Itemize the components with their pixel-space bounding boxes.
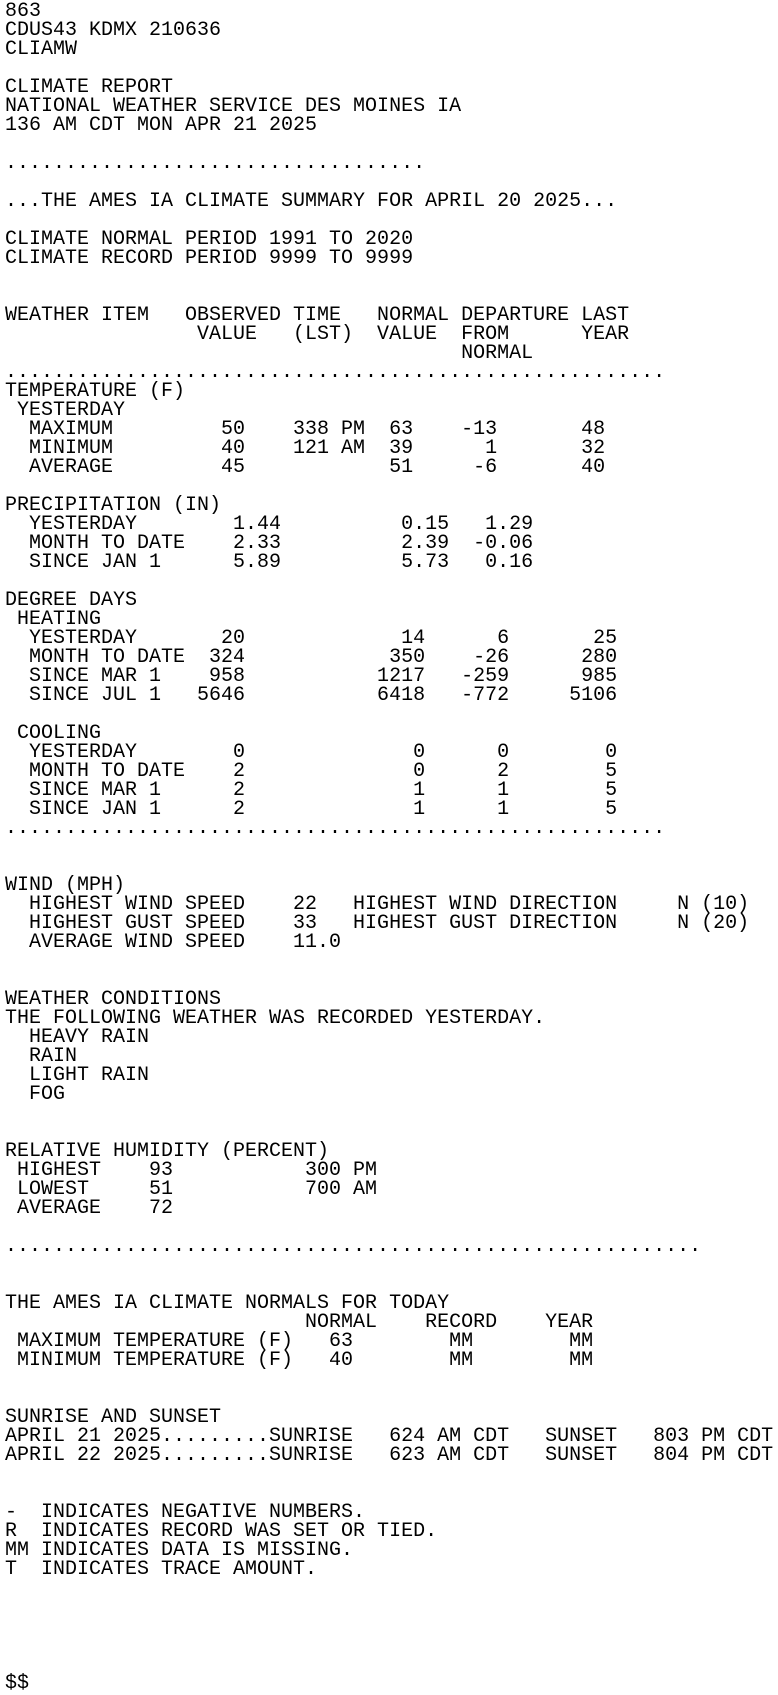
report-line	[5, 1256, 778, 1275]
report-line: SINCE MAR 1 2 1 1 5	[5, 779, 618, 802]
report-line: HEATING	[5, 608, 102, 631]
report-line: .......................................................	[5, 817, 666, 840]
report-line: MONTH TO DATE 2.33 2.39 -0.06	[5, 532, 534, 555]
report-line	[5, 1636, 778, 1655]
report-line: HIGHEST GUST SPEED 33 HIGHEST GUST DIRECTION N (20)	[5, 912, 750, 935]
report-line: NATIONAL WEATHER SERVICE DES MOINES IA	[5, 95, 462, 118]
report-line: TEMPERATURE (F)	[5, 380, 186, 403]
report-line	[5, 268, 778, 287]
report-line: MM INDICATES DATA IS MISSING.	[5, 1539, 354, 1562]
report-line	[5, 1370, 778, 1389]
report-line: PRECIPITATION (IN)	[5, 494, 222, 517]
report-line: 863	[5, 0, 42, 23]
report-line: .......................................................	[5, 361, 666, 384]
report-line: AVERAGE 45 51 -6 40	[5, 456, 606, 479]
report-line	[5, 705, 778, 724]
report-line: HIGHEST WIND SPEED 22 HIGHEST WIND DIRECTION N (10)	[5, 893, 750, 916]
report-line	[5, 1655, 778, 1674]
report-line: APRIL 22 2025.........SUNRISE 623 AM CDT SUNSET 804 PM CDT	[5, 1444, 774, 1467]
report-line: COOLING	[5, 722, 102, 745]
report-line: CLIMATE RECORD PERIOD 9999 TO 9999	[5, 247, 414, 270]
report-line: - INDICATES NEGATIVE NUMBERS.	[5, 1501, 366, 1524]
report-line: THE FOLLOWING WEATHER WAS RECORDED YESTERDAY.	[5, 1007, 546, 1030]
report-line: WIND (MPH)	[5, 874, 126, 897]
report-line: CDUS43 KDMX 210636	[5, 19, 222, 42]
report-line: YESTERDAY 1.44 0.15 1.29	[5, 513, 534, 536]
report-line: FOG	[5, 1083, 66, 1106]
report-line: T INDICATES TRACE AMOUNT.	[5, 1558, 318, 1581]
report-line: ..........................................................	[5, 1235, 702, 1258]
report-line: ...THE AMES IA CLIMATE SUMMARY FOR APRIL 20 2025...	[5, 190, 618, 213]
report-line: MAXIMUM 50 338 PM 63 -13 48	[5, 418, 606, 441]
report-line: THE AMES IA CLIMATE NORMALS FOR TODAY	[5, 1292, 450, 1315]
report-line: CLIAMW	[5, 38, 78, 61]
report-line: VALUE (LST) VALUE FROM YEAR	[5, 323, 630, 346]
report-line	[5, 1465, 778, 1484]
report-line	[5, 952, 778, 971]
report-line: R INDICATES RECORD WAS SET OR TIED.	[5, 1520, 438, 1543]
report-line: APRIL 21 2025.........SUNRISE 624 AM CDT SUNSET 803 PM CDT	[5, 1425, 774, 1448]
report-line: 136 AM CDT MON APR 21 2025	[5, 114, 318, 137]
report-line: YESTERDAY 20 14 6 25	[5, 627, 618, 650]
report-line: ...................................	[5, 152, 426, 175]
report-line: NORMAL	[5, 342, 534, 365]
report-line: WEATHER ITEM OBSERVED TIME NORMAL DEPARTURE LAST	[5, 304, 630, 327]
report-line: NORMAL RECORD YEAR	[5, 1311, 594, 1334]
report-line: YESTERDAY	[5, 399, 126, 422]
report-line: DEGREE DAYS	[5, 589, 138, 612]
report-line: RAIN	[5, 1045, 78, 1068]
report-line: MINIMUM TEMPERATURE (F) 40 MM MM	[5, 1349, 594, 1372]
report-line	[5, 838, 778, 857]
report-line	[5, 1104, 778, 1123]
report-line: MONTH TO DATE 324 350 -26 280	[5, 646, 618, 669]
report-line: LIGHT RAIN	[5, 1064, 150, 1087]
report-line: AVERAGE WIND SPEED 11.0	[5, 931, 342, 954]
report-line: CLIMATE REPORT	[5, 76, 174, 99]
report-line: AVERAGE 72	[5, 1197, 174, 1220]
report-line: CLIMATE NORMAL PERIOD 1991 TO 2020	[5, 228, 414, 251]
report-line	[5, 1598, 778, 1617]
report-line: SUNRISE AND SUNSET	[5, 1406, 222, 1429]
report-line	[5, 1579, 778, 1598]
report-line: SINCE JUL 1 5646 6418 -772 5106	[5, 684, 618, 707]
report-line: HIGHEST 93 300 PM	[5, 1159, 378, 1182]
report-line: SINCE JAN 1 5.89 5.73 0.16	[5, 551, 534, 574]
report-line: WEATHER CONDITIONS	[5, 988, 222, 1011]
report-line: SINCE JAN 1 2 1 1 5	[5, 798, 618, 821]
report-line: SINCE MAR 1 958 1217 -259 985	[5, 665, 618, 688]
report-line: RELATIVE HUMIDITY (PERCENT)	[5, 1140, 330, 1163]
report-line: HEAVY RAIN	[5, 1026, 150, 1049]
report-line: YESTERDAY 0 0 0 0	[5, 741, 618, 764]
report-line: MINIMUM 40 121 AM 39 1 32	[5, 437, 606, 460]
report-line: MAXIMUM TEMPERATURE (F) 63 MM MM	[5, 1330, 594, 1353]
report-line: $$	[5, 1672, 30, 1695]
report-line: MONTH TO DATE 2 0 2 5	[5, 760, 618, 783]
report-line: LOWEST 51 700 AM	[5, 1178, 378, 1201]
report-line	[5, 1617, 778, 1636]
